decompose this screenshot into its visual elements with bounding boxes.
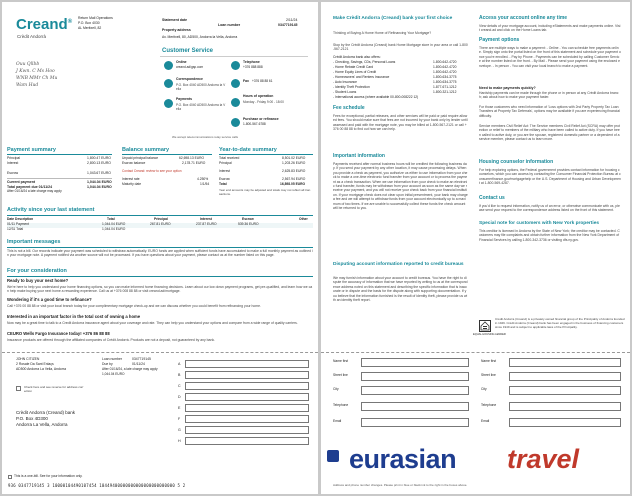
- handwritten-name-2: J Kwn. C Ms Hoo: [16, 69, 55, 74]
- activity-col-other: Other: [299, 217, 308, 221]
- cs-payments-value: P.O. Box 4040 AD500 Andorra la Vella: [176, 103, 226, 112]
- return-address-3: AL Meritxell, 82: [78, 26, 102, 30]
- amount-input-e[interactable]: [185, 404, 309, 412]
- r-service-5-phone: 1-800-634-3775: [433, 80, 457, 84]
- coupon-loan-label: Loan number: [102, 357, 122, 361]
- r-contact-title: Contact us: [479, 195, 505, 201]
- r-service-4-phone: 1-800-634-3775: [433, 75, 457, 79]
- bs-contact-note: Contact Creand: review to see your option: [122, 169, 182, 173]
- r-contact-label: Crèdit Andorra bank also offers:: [333, 55, 381, 59]
- cs-hours-label: Hours of operation: [243, 94, 274, 98]
- amount-label-d: D: [178, 395, 181, 399]
- r-fee-text: Fees for exceptional, partial releases, and other services will be paid or paid require allowed fees. You should make sure that fees are not incurred by your bank only by lender until assessed and paid with the mortgage note, you may be billed at 1-800-567-2121 or call +376 00 88 88 to find out how we can help.: [333, 114, 468, 132]
- coupon-check-note: Check here and see reverse for address correction: [24, 385, 84, 394]
- form-phone-field-left[interactable]: [361, 402, 469, 411]
- r-service-7: - Student Loans: [333, 90, 357, 94]
- activity-col-principal: Principal: [154, 217, 168, 221]
- form-name-field-right[interactable]: [509, 358, 621, 367]
- bs-maturity-label: Maturity date: [122, 182, 142, 186]
- activity-row-1-interest: 237.87 EURO: [196, 222, 217, 226]
- ytd-interest-value: 2,625.83 EURO: [282, 169, 306, 173]
- statement-date-label: Statement date: [162, 18, 188, 22]
- amount-input-f[interactable]: [185, 415, 309, 423]
- r-dispute-text: We may furnish information about your account to credit bureaus. You have the right to dispute the accuracy of information that we have reported by writing to us at the correspondence address noted on this statement and describing the specific information that is inaccurate or in dispute and the basis for the dispute along with supporting documentation. If you believe that the information furnished is the result of identity theft, please provide us with an identity theft report.: [333, 276, 468, 303]
- ytd-principal-value: 1,203.26 EURO: [282, 161, 306, 165]
- r-bottom-note: Crèdit Andorra (Creand) is a privately owned financial group of the Principality of Andorra founded in 1949. Crèdit Andorra (Creand) bank has been engaged in the business of financing customers since 1949 and is subject to applicable laws of the Principality.: [495, 317, 625, 329]
- amount-label-c: C: [178, 384, 181, 388]
- important-text: This is not a bill. Our records indicate your payment was scheduled to withdraw automatically. EURO funds are applied when sufficient funds have accumulated to make a full monthly payment as outlined in your mortgage note. A payment notified via another source will not be processed. If you have questions about your payment, please contact us at the number listed on this page.: [7, 249, 313, 258]
- cs-online-label: Online: [176, 60, 187, 64]
- brand-tagline: Crèdit Andorrà: [17, 34, 47, 39]
- form-phone-field-right[interactable]: [509, 402, 621, 411]
- bs-principal-label: Unpaid principal balance: [122, 156, 159, 160]
- ps-current-label: Current payment: [7, 180, 36, 184]
- r-info-title: Important information: [333, 153, 385, 159]
- r-service-3: - Home Equity Lines of Credit: [333, 70, 377, 74]
- amount-input-d[interactable]: [185, 393, 309, 401]
- ps-interest-label: Interest: [7, 161, 19, 165]
- coupon-due-label: Due by: [102, 362, 113, 366]
- amount-input-b[interactable]: [185, 371, 309, 379]
- loan-number: 0347719145: [278, 23, 298, 27]
- r-financial-text: For those customers who need information of 'Loss options with 2nd Party Property Tax Loan Transfers at Property Tax Deferrals', options may be available if you are experiencing financial difficulty.: [479, 105, 620, 118]
- ytd-principal-label: Principal: [219, 161, 232, 165]
- cs-purchase-value: 1-800-567-6788: [243, 122, 266, 126]
- ad-brand: eurasian: [349, 444, 457, 474]
- activity-row-1-desc: 01/11 Payment: [7, 222, 29, 226]
- r-contact-intro: Stop by the Crèdit Andorra (Creand) bank Home Mortgage store in your area or call 1-800-567-2121: [333, 43, 468, 52]
- activity-row-1-total: 1,044.04 EURO: [102, 222, 126, 226]
- r-special-text: This creditor is licensed in Andorra by the State of New York; the creditor may be contacted. Customers may file complaints and obtain further information from the New York Department of Financial Services by calling 1-800-342-3736 or visiting dfs.ny.gov.: [479, 229, 620, 242]
- r-service-1: - Checking, Savings, CDs, Personal Loans: [333, 60, 396, 64]
- cs-relay-note: We accept telecommunications relay service calls: [172, 135, 238, 139]
- ytd-total-received-label: Total received: [219, 156, 240, 160]
- balance-summary-title: Balance summary: [122, 147, 170, 153]
- ytd-total-received-value: 8,501.02 EURO: [282, 156, 306, 160]
- r-contact-text: If you'd like to request information, notify us of an error, or otherwise communicate with us, please send your request to the correspondence address listed on the front of this statement.: [479, 204, 620, 213]
- cs-fax-label: Fax: [243, 79, 249, 83]
- activity-row-2-desc: 12/31 Total: [7, 227, 24, 231]
- cs-telephone-value: +376 888 888: [243, 65, 263, 69]
- ehl-label: EQUAL HOUSING LENDER: [473, 333, 506, 336]
- ytd-total-value: 16,898.05 EURO: [280, 182, 306, 186]
- amount-label-h: H: [178, 439, 181, 443]
- globe-icon: [164, 61, 173, 70]
- coupon-payto-3: Andorra La Vella, Andorra: [16, 422, 68, 427]
- r-info-text: Payments received after normal business hours will be credited the following business day. If you send your payment by any other location, it may cause processing delays. When you provide a check as payment, you authorize us either to use information from your check to make a one-time electronic fund transfer from your account or to process the payment as a check transaction. When we use information from your check to make an electronic fund transfer, funds may be withdrawn from your account as soon as the same day we receive your payment, and you will not receive your check back from your financial institution. If your mortgage check does not clear upon initial presentment, your bank may charge a fee and we will attempt to withdraw funds from your account electronically up to a maximum of two times. If we are unable to successfully collect these funds the check amount will be returned to you.: [333, 162, 468, 211]
- ytd-escrow-label: Escrow: [219, 177, 230, 181]
- form-city-field-left[interactable]: [361, 386, 469, 395]
- form-street-field-right[interactable]: [509, 372, 621, 381]
- r-service-6: - Identity Theft Protection: [333, 85, 370, 89]
- phone-icon: [231, 61, 240, 70]
- form-label-city-right: City: [481, 387, 487, 391]
- property-label: Property address: [162, 28, 191, 32]
- consideration-q2: Wondering if it's a good time to refinance?: [7, 297, 92, 302]
- ytd-interest-label: Interest: [219, 169, 230, 173]
- cs-purchase-label: Purchase or refinance: [243, 117, 279, 121]
- amount-label-f: F: [178, 417, 181, 421]
- coupon-late-amount: 1,044.04 EURO: [102, 372, 125, 376]
- bs-rate-label: Interest rate: [122, 177, 140, 181]
- r-service-2-phone: 1-800-642-4720: [433, 65, 457, 69]
- micr-line: 936 0347719145 3 10000104490107454 10449400000000000000000000000 5 2: [8, 483, 186, 488]
- form-label-name-left: Name first: [333, 359, 349, 363]
- r-housing-title: Housing counselor information: [479, 159, 554, 165]
- r-special-title: Special note for customers with New York properties: [479, 221, 600, 226]
- ps-principal-label: Principal: [7, 156, 21, 160]
- form-label-phone-right: Telephone: [481, 403, 497, 407]
- consideration-t2: Call +376 00 88 88 or visit your local branch today for your complimentary mortgage check-up and we can discuss whether you could benefit from refinancing your home.: [7, 304, 261, 308]
- cs-payments-label: Payments: [176, 97, 193, 101]
- amount-input-g[interactable]: [185, 426, 309, 434]
- return-address-1: Return Mail Operations: [78, 16, 113, 20]
- equal-housing-lender-icon: [479, 320, 491, 332]
- handwritten-name-4: Wam Hud: [16, 83, 39, 88]
- mail-icon: [164, 79, 173, 88]
- activity-col-escrow: Escrow: [242, 217, 254, 221]
- form-label-email-right: Email: [481, 419, 490, 423]
- consideration-t4: Insurance products are offered through the affiliated companies of Crèdit Andorrà. Products are not a deposit, not guaranteed by any bank.: [7, 338, 215, 342]
- r-service-3-phone: 1-800-642-4720: [433, 70, 457, 74]
- coupon-payto-1: Crèdit Andorra (Creand) bank: [16, 410, 76, 415]
- amount-label-b: B: [178, 373, 181, 377]
- r-dispute-title: Disputing account information reported to credit bureaus: [333, 262, 464, 267]
- statement-date: 2/11/24: [286, 18, 298, 22]
- r-service-2: - Home Rebate Credit Card: [333, 65, 374, 69]
- activity-row-1-principal: 267.81 EURO: [150, 222, 171, 226]
- important-title: Important messages: [7, 239, 61, 245]
- fax-icon: [231, 79, 240, 88]
- cs-online-value[interactable]: creand.ad/gsp.com: [176, 65, 204, 69]
- coupon-name-1: JOHN CITIZEN: [16, 357, 40, 361]
- form-street-field-left[interactable]: [361, 372, 469, 381]
- activity-col-date: Date Description: [7, 217, 34, 221]
- consideration-title: For your consideration: [7, 268, 67, 274]
- r-housing-text: For help exploring options, the Federal government provides contact information for housing counselors, which you can access by contacting the Consumer Financial Protection Bureau at consumerfinance.gov/mortgagehelp or the U.S. Department of Housing and Urban Development at 1-800-569-4287.: [479, 168, 621, 186]
- cs-telephone-label: Telephone: [243, 60, 260, 64]
- form-name-field-left[interactable]: [361, 358, 469, 367]
- ps-total-value: 1,044.04 EURO: [87, 185, 112, 189]
- r-hardship-title: Need to make payments quickly?: [479, 86, 536, 90]
- bs-escrow-value: 2,178.71 EURO: [182, 161, 206, 165]
- form-label-city-left: City: [333, 387, 339, 391]
- r-fee-title: Fee schedule: [333, 105, 365, 111]
- cs-fax-value: +376 88 88 61: [252, 79, 273, 83]
- r-access-title: Access your account online any time: [479, 15, 568, 21]
- ad-travel: travel: [507, 444, 580, 474]
- r-service-5: - Auto Insurance: [333, 80, 358, 84]
- form-label-phone-left: Telephone: [333, 403, 349, 407]
- bs-rate-value: 4.250%: [197, 177, 209, 181]
- amount-input-a[interactable]: [185, 360, 309, 368]
- ad-logo-icon: [327, 450, 339, 462]
- cs-correspondence-label: Correspondence: [176, 77, 203, 81]
- consideration-q1: Ready to buy your next home?: [7, 278, 69, 283]
- r-payment-text: There are multiple ways to make a payment: - Online - You can schedule free payments online. Simply sign onto the portal listed on the front of this statement and schedule your payment once you're enrolled. - Pay by Phone - Payments can be scheduled by calling Customer Service at the number listed on the front. - By Mail - Please send your payment using the enclosed envelope. - In person - You can visit your local branch to make a payment.: [479, 46, 621, 68]
- ytd-note: Year end amounts may be adjusted and totals may not reflect all transactions.: [219, 188, 311, 196]
- coupon-footer: This is a one-bill. See for your information only.: [14, 474, 83, 478]
- bs-principal-value: 62,698.13 EURO: [179, 156, 205, 160]
- amount-label-a: A: [178, 362, 181, 366]
- form-city-field-right[interactable]: [509, 386, 621, 395]
- r-cs-text: Service members Civil Relief Act: The Service members Civil Relief Act (SCRA) may offer protection or relief to members of the military who have been called to active duty. If you have been called to active duty, or you are the spouse, registered domestic partner or a dependent of a service member, please contact us to learn more.: [479, 124, 621, 142]
- ps-late-note: After 01/16/24 a late charge may apply: [7, 189, 62, 193]
- activity-title: Activity since your last statement: [7, 207, 95, 213]
- coupon-name-2: 2 Rosale Da Sant Enlaçs: [16, 362, 54, 366]
- coupon-footer-checkbox[interactable]: [8, 475, 12, 479]
- activity-col-total: Total: [107, 217, 115, 221]
- r-hardship-text: Hardship payments can be made through the phone or in person at any Crèdit Andorra branch; ask about how to make your payment faster.: [479, 91, 619, 100]
- r-access-text: View details of your mortgage account, including eStatements and make payments online. Visit creand.ad and click on the Home Loans tab.: [479, 24, 621, 33]
- ytd-total-label: Total: [219, 182, 227, 186]
- r-payment-title: Payment options: [479, 37, 520, 43]
- ps-principal-value: 1,800.47 EURO: [87, 156, 111, 160]
- consideration-q3: Interested in an important factor in the total cost of owning a home: [7, 314, 141, 319]
- payment-summary-title: Payment summary: [7, 147, 56, 153]
- r-service-4: - Homeowners' and Renters Insurance: [333, 75, 390, 79]
- form-label-name-right: Name first: [481, 359, 497, 363]
- dollar-icon: [164, 99, 173, 108]
- ps-current-value: 1,044.04 EURO: [87, 180, 112, 184]
- form-email-field-left[interactable]: [361, 418, 469, 427]
- form-email-field-right[interactable]: [509, 418, 621, 427]
- amount-label-e: E: [178, 406, 181, 410]
- handwritten-name-3: WNB MMr Ch Mu: [16, 76, 58, 81]
- r-service-7-phone: 1-800-321-1212: [433, 90, 457, 94]
- ps-escrow-value: 1,043.67 EURO: [87, 171, 111, 175]
- r-service-1-phone: 1-800-642-4720: [433, 60, 457, 64]
- customer-service-title: Customer Service: [162, 48, 214, 54]
- consideration-q4: CEURO Wells Fargo Insurance today! +376 86 88 88: [7, 331, 110, 336]
- ytd-summary-title: Year-to-date summary: [219, 147, 277, 153]
- statement-back-page: [321, 2, 630, 494]
- amount-input-h[interactable]: [185, 437, 309, 445]
- clock-icon: [231, 98, 240, 107]
- ps-escrow-label: Escrow: [7, 171, 19, 175]
- ad-banner[interactable]: [321, 442, 630, 480]
- cs-hours-value: Monday - Friday 9:00 - 18:00: [243, 100, 284, 104]
- loan-number-label: Loan number: [218, 23, 241, 27]
- handwritten-name-1: Ouu Qllbb: [16, 62, 40, 67]
- form-label-email-left: Email: [333, 419, 342, 423]
- checkbox-address-correction[interactable]: [16, 386, 21, 391]
- activity-row-2-total: 1,044.04 EURO: [102, 227, 126, 231]
- bs-escrow-label: Escrow balance: [122, 161, 146, 165]
- statement-front-page: [2, 2, 318, 494]
- r-service-6-phone: 1-877-671-1212: [433, 85, 457, 89]
- coupon-payto-2: P.O. Box 4D300: [16, 416, 48, 421]
- coupon-due: 01/11/24: [132, 362, 145, 366]
- amount-input-c[interactable]: [185, 382, 309, 390]
- activity-row-1-escrow: 539.36 EURO: [238, 222, 259, 226]
- ad-footer: Address and phone number changes. Please print in blue or black ink to the right in the boxes above.: [333, 483, 468, 487]
- bs-maturity-value: 1/1/54: [200, 182, 210, 186]
- r-first-choice-title: Make Crèdit Andorra (Creand) bank your first choice: [333, 16, 453, 21]
- activity-col-interest: Interest: [200, 217, 212, 221]
- form-label-street-right: Street line: [481, 373, 496, 377]
- property-address: Av. Meritxell, 80, AD500, Andorra la Vella, Andorra: [162, 35, 238, 39]
- cs-correspondence-value: P.O. Box 4040 AD500 Andorra la Vella: [176, 83, 226, 92]
- ps-interest-value: 2,800.13 EURO: [87, 161, 111, 165]
- r-intro: Thinking of Buying A Home Home of Refinancing Your Mortgage?: [333, 31, 432, 35]
- coupon-late-note: After 01/16/24, a late charge may apply: [102, 367, 158, 371]
- return-address-2: P.O. Box 4030: [78, 21, 100, 25]
- consideration-t3: Now may be a great time to talk to a Credit Andorra insurance agent about your coverage and rate. They can help you understand your options and compare from a wide range of quality carriers.: [7, 321, 298, 325]
- ytd-escrow-value: 2,567.94 EURO: [282, 177, 306, 181]
- coupon-name-3: AD500 Andorra La Vella, Andorra: [16, 367, 66, 371]
- brand-logo: Creand®: [16, 16, 73, 33]
- r-service-8: - International access (where available 00-800-008222 12): [333, 95, 419, 99]
- ps-total-label: Total payment due 01/11/24: [7, 185, 53, 189]
- form-label-street-left: Street line: [333, 373, 348, 377]
- house-icon: [231, 118, 240, 127]
- amount-label-g: G: [178, 428, 181, 432]
- coupon-loan: 0347719145: [132, 357, 151, 361]
- consideration-t1: We're here to help you understand your home financing options, so you can make informed home financing decisions. Learn about our low down payment programs, get pre-qualified, and learn how we can help make buying your next home a rewarding experience. Call us at +376 008 88 88 or visit creand.ad/mortgage.: [7, 285, 313, 294]
